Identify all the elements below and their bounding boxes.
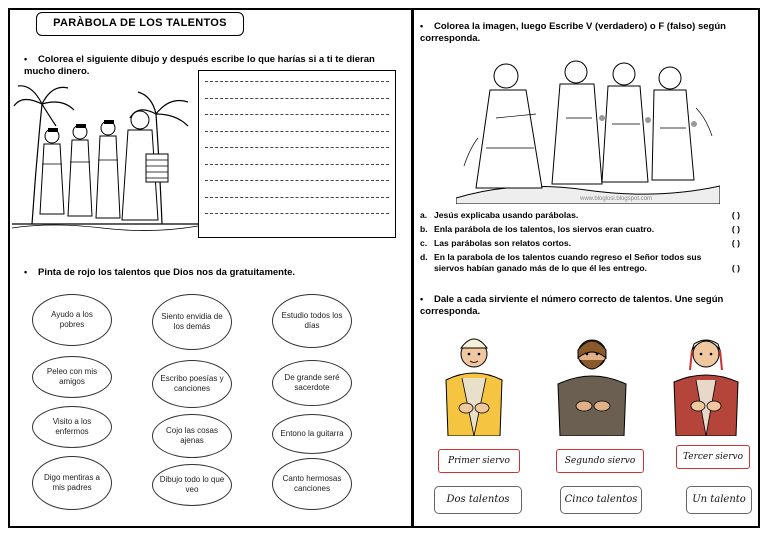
talent-count-two[interactable]: Dos talentos bbox=[434, 486, 522, 514]
talent-oval[interactable] bbox=[272, 360, 352, 406]
writing-line bbox=[205, 197, 389, 198]
talent-oval[interactable] bbox=[272, 294, 352, 348]
answer-blank[interactable]: ( ) bbox=[731, 210, 740, 220]
statement-letter: c. bbox=[420, 238, 428, 248]
instruction-draw-text: Colorea el siguiente dibujo y después escribe lo que harías si a ti te dieran mucho dinero. bbox=[24, 54, 375, 77]
talent-oval[interactable] bbox=[272, 414, 352, 454]
instruction-paint-text: Pinta de rojo los talentos que Dios nos da gratuitamente. bbox=[38, 267, 296, 278]
writing-line bbox=[205, 180, 389, 181]
talent-label: Escribo poesías y canciones bbox=[160, 374, 224, 393]
talent-oval[interactable] bbox=[152, 414, 232, 458]
servant-1-figure bbox=[436, 326, 512, 436]
servant-3-figure bbox=[668, 326, 744, 436]
statement-text: Enla parábola de los talentos, los siervos eran cuatro. bbox=[434, 224, 655, 234]
bullet-icon: • bbox=[24, 267, 28, 277]
talent-label: De grande seré sacerdote bbox=[284, 373, 340, 392]
talent-label: Digo mentiras a mis padres bbox=[43, 473, 101, 492]
statement-letter: d. bbox=[420, 252, 428, 262]
talent-label: Dibujo todo lo que veo bbox=[159, 475, 225, 494]
statement-text: Las parábolas son relatos cortos. bbox=[434, 238, 572, 248]
bullet-icon: • bbox=[420, 294, 424, 304]
writing-line bbox=[205, 164, 389, 165]
talent-oval[interactable] bbox=[152, 360, 232, 408]
instruction-match-text: Dale a cada sirviente el número correcto de talentos. Une según corresponda. bbox=[420, 294, 724, 317]
talent-label: Entono la guitarra bbox=[280, 429, 344, 438]
answer-blank[interactable]: ( ) bbox=[731, 224, 740, 234]
page-divider bbox=[411, 10, 414, 526]
instruction-true-false bbox=[420, 20, 740, 45]
talent-oval[interactable] bbox=[152, 464, 232, 506]
statement-item bbox=[420, 252, 740, 274]
answer-blank[interactable]: ( ) bbox=[731, 263, 740, 273]
writing-line bbox=[205, 147, 389, 148]
worksheet-title: PARÀBOLA DE LOS TALENTOS bbox=[36, 12, 244, 36]
talent-label: Estudio todos los días bbox=[281, 311, 343, 330]
answer-blank[interactable]: ( ) bbox=[731, 238, 740, 248]
talent-count-one[interactable]: Un talento bbox=[686, 486, 752, 514]
statement-text: En la parabola de los talentos cuando regreso el Señor todos sus siervos habían ganado más de lo que él les entrego. bbox=[434, 252, 702, 273]
talent-label: Peleo con mis amigos bbox=[46, 367, 98, 386]
talent-oval[interactable] bbox=[32, 294, 112, 346]
talent-oval[interactable] bbox=[32, 406, 112, 448]
talent-oval[interactable] bbox=[32, 356, 112, 398]
talent-oval[interactable] bbox=[272, 458, 352, 510]
talent-count-five[interactable]: Cinco talentos bbox=[560, 486, 642, 514]
talent-label: Canto hermosas canciones bbox=[282, 474, 342, 493]
talent-oval[interactable] bbox=[152, 294, 232, 350]
talent-label: Cojo las cosas ajenas bbox=[165, 426, 219, 445]
instruction-paint bbox=[24, 266, 394, 279]
jesus-servants-illustration bbox=[456, 48, 720, 204]
statement-item bbox=[420, 224, 740, 235]
statement-text: Jesús explicaba usando parábolas. bbox=[434, 210, 579, 220]
bullet-icon: • bbox=[420, 21, 424, 31]
statement-letter: a. bbox=[420, 210, 428, 220]
writing-line bbox=[205, 213, 389, 214]
writing-line bbox=[205, 114, 389, 115]
writing-line bbox=[205, 98, 389, 99]
talent-label: Siento envidia de los demás bbox=[161, 312, 223, 331]
servant-label-1[interactable]: Primer siervo bbox=[438, 449, 520, 473]
talent-label: Ayudo a los pobres bbox=[51, 310, 93, 329]
watermark-text: www.bloglosi.blogspot.com bbox=[580, 196, 653, 202]
talent-label: Visito a los enfermos bbox=[52, 417, 92, 436]
servant-2-figure bbox=[552, 326, 632, 436]
talent-oval[interactable] bbox=[32, 456, 112, 510]
statement-item bbox=[420, 210, 740, 221]
writing-line bbox=[205, 81, 389, 82]
statements-list bbox=[420, 210, 740, 277]
writing-line bbox=[205, 131, 389, 132]
parable-illustration bbox=[12, 74, 198, 232]
instruction-match bbox=[420, 293, 740, 318]
writing-lines-box[interactable] bbox=[198, 70, 396, 238]
bullet-icon: • bbox=[24, 54, 28, 64]
servant-label-2[interactable]: Segundo siervo bbox=[556, 449, 644, 473]
statement-letter: b. bbox=[420, 224, 428, 234]
instruction-true-false-text: Colorea la imagen, luego Escribe V (verdadero) o F (falso) según corresponda. bbox=[420, 21, 726, 44]
servant-label-3[interactable]: Tercer siervo bbox=[676, 445, 750, 469]
statement-item bbox=[420, 238, 740, 249]
